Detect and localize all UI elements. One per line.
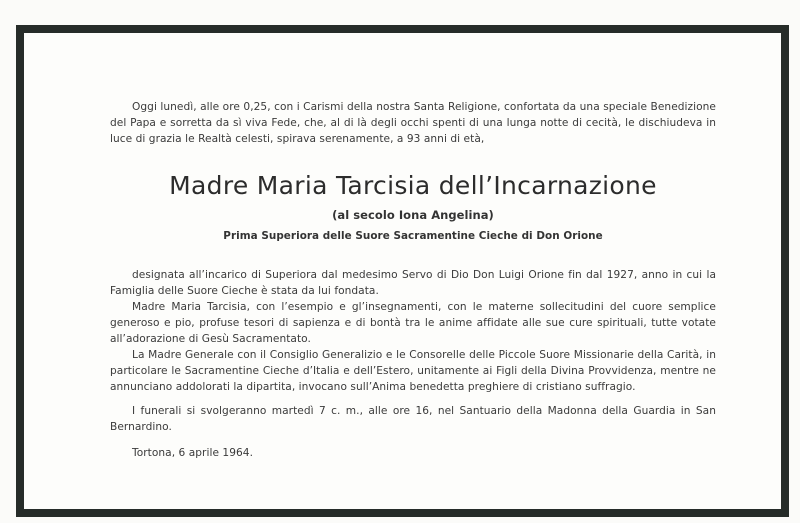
designation-paragraph: designata all’incarico di Superiora dal medesimo Servo di Dio Don Luigi Orione fin dal 1927, anno in cui la Famiglia delle Suore Cieche è stata da lui fondata. (110, 269, 716, 297)
announcement-paragraph: La Madre Generale con il Consiglio Generalizio e le Consorelle delle Piccole Suore Missionarie della Carità, in particolare le Sacramentine Cieche d’Italia e dell’Estero, unitamente ai Figli della Divina Provvidenza, mentre ne annunciano addolorati la dipartita, invocano sull’Anima benedetta preghiere di cristiano suffragio. (110, 349, 716, 393)
secular-name: (al secolo Iona Angelina) (332, 208, 494, 222)
role-title: Prima Superiora delle Suore Sacramentine Cieche di Don Orione (223, 230, 603, 242)
opening-paragraph: Oggi lunedì, alle ore 0,25, con i Carismi della nostra Santa Religione, confortata da una speciale Benedizione del Papa e sorretta da sì viva Fede, che, al di là degli occhi spenti di una lunga notte di cecità, le dischiudeva in luce di grazia le Realtà celesti, spirava serenamente, a 93 anni di età, (110, 101, 716, 145)
place-date: Tortona, 6 aprile 1964. (132, 447, 254, 459)
obituary-card (16, 25, 789, 517)
body-block (110, 267, 716, 461)
example-paragraph: Madre Maria Tarcisia, con l’esempio e gl’insegnamenti, con le materne sollecitudini del cuore semplice generoso e pio, profuse tesori di sapienza e di bontà tra le anime affidate alle sue cure spirituali, tutte votate all’adorazione di Gesù Sacramentato. (110, 301, 716, 345)
obituary-content (110, 99, 716, 461)
funeral-paragraph: I funerali si svolgeranno martedì 7 c. m., alle ore 16, nel Santuario della Madonna della Guardia in San Bernardino. (110, 405, 716, 433)
deceased-name: Madre Maria Tarcisia dell’Incarnazione (169, 171, 657, 200)
